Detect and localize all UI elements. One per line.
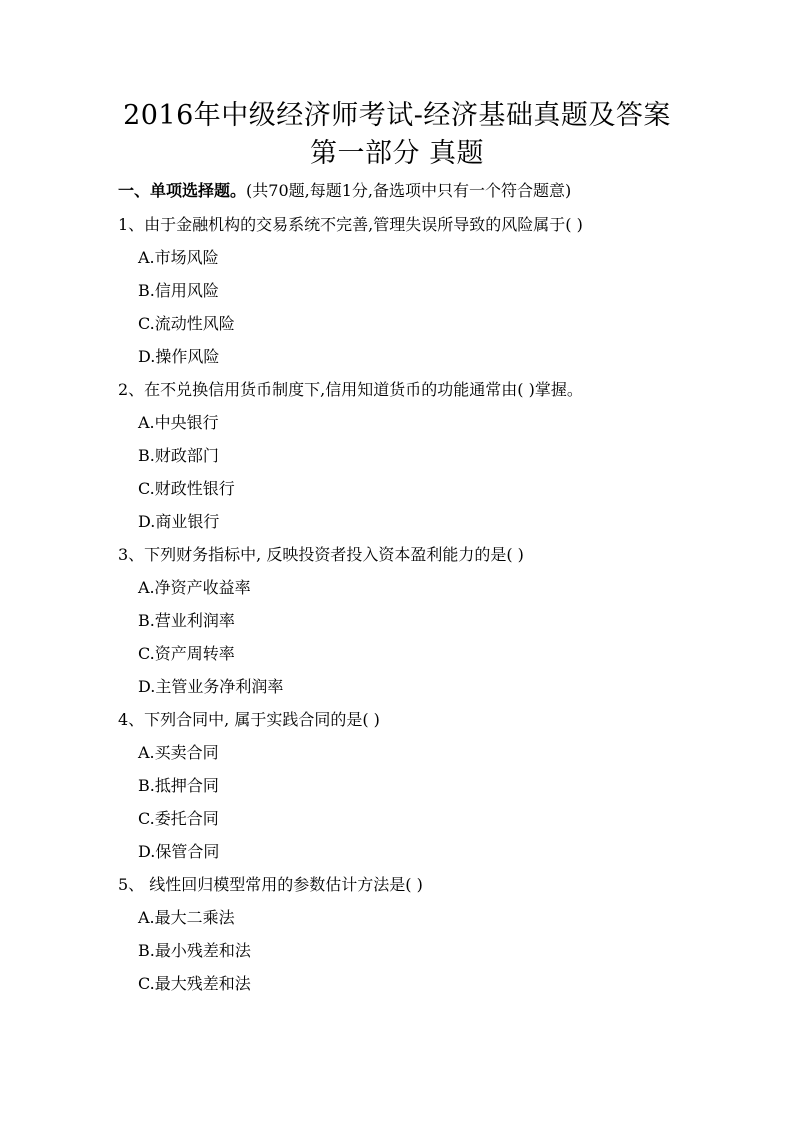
- question-option: C.资产周转率: [138, 644, 235, 663]
- question-list: [118, 208, 778, 1000]
- question-stem: 4、下列合同中, 属于实践合同的是( ): [118, 710, 380, 729]
- question-option: A.中央银行: [138, 413, 219, 432]
- question-option: D.商业银行: [138, 512, 220, 531]
- section-heading: [118, 180, 768, 202]
- question-option: C.流动性风险: [138, 314, 235, 333]
- question-stem: 1、由于金融机构的交易系统不完善,管理失误所导致的风险属于( ): [118, 215, 583, 234]
- question-option: A.净资产收益率: [138, 578, 251, 597]
- question-option: A.买卖合同: [138, 743, 219, 762]
- question-option: D.操作风险: [138, 347, 220, 366]
- question-5: [118, 868, 778, 1000]
- question-4: [118, 703, 778, 868]
- question-option: A.市场风险: [138, 248, 219, 267]
- question-3: [118, 538, 778, 703]
- question-option: B.最小残差和法: [138, 941, 251, 960]
- question-option: D.主管业务净利润率: [138, 677, 284, 696]
- document-title: 2016年中级经济师考试-经济基础真题及答案: [123, 100, 671, 131]
- question-1: [118, 208, 778, 373]
- section-heading-label: 一、单项选择题。: [118, 181, 247, 200]
- question-2: [118, 373, 778, 538]
- question-stem: 3、下列财务指标中, 反映投资者投入资本盈利能力的是( ): [118, 545, 524, 564]
- question-option: B.财政部门: [138, 446, 219, 465]
- question-option: B.抵押合同: [138, 776, 219, 795]
- document-subtitle: 第一部分 真题: [309, 138, 485, 169]
- question-option: C.委托合同: [138, 809, 219, 828]
- question-option: C.财政性银行: [138, 479, 235, 498]
- question-option: C.最大残差和法: [138, 974, 251, 993]
- section-heading-note: (共70题,每题1分,备选项中只有一个符合题意): [246, 181, 572, 200]
- question-option: D.保管合同: [138, 842, 220, 861]
- question-option: A.最大二乘法: [138, 908, 235, 927]
- question-stem: 5、 线性回归模型常用的参数估计方法是( ): [118, 875, 423, 894]
- question-stem: 2、在不兑换信用货币制度下,信用知道货币的功能通常由( )掌握。: [118, 380, 583, 399]
- question-option: B.信用风险: [138, 281, 219, 300]
- question-option: B.营业利润率: [138, 611, 235, 630]
